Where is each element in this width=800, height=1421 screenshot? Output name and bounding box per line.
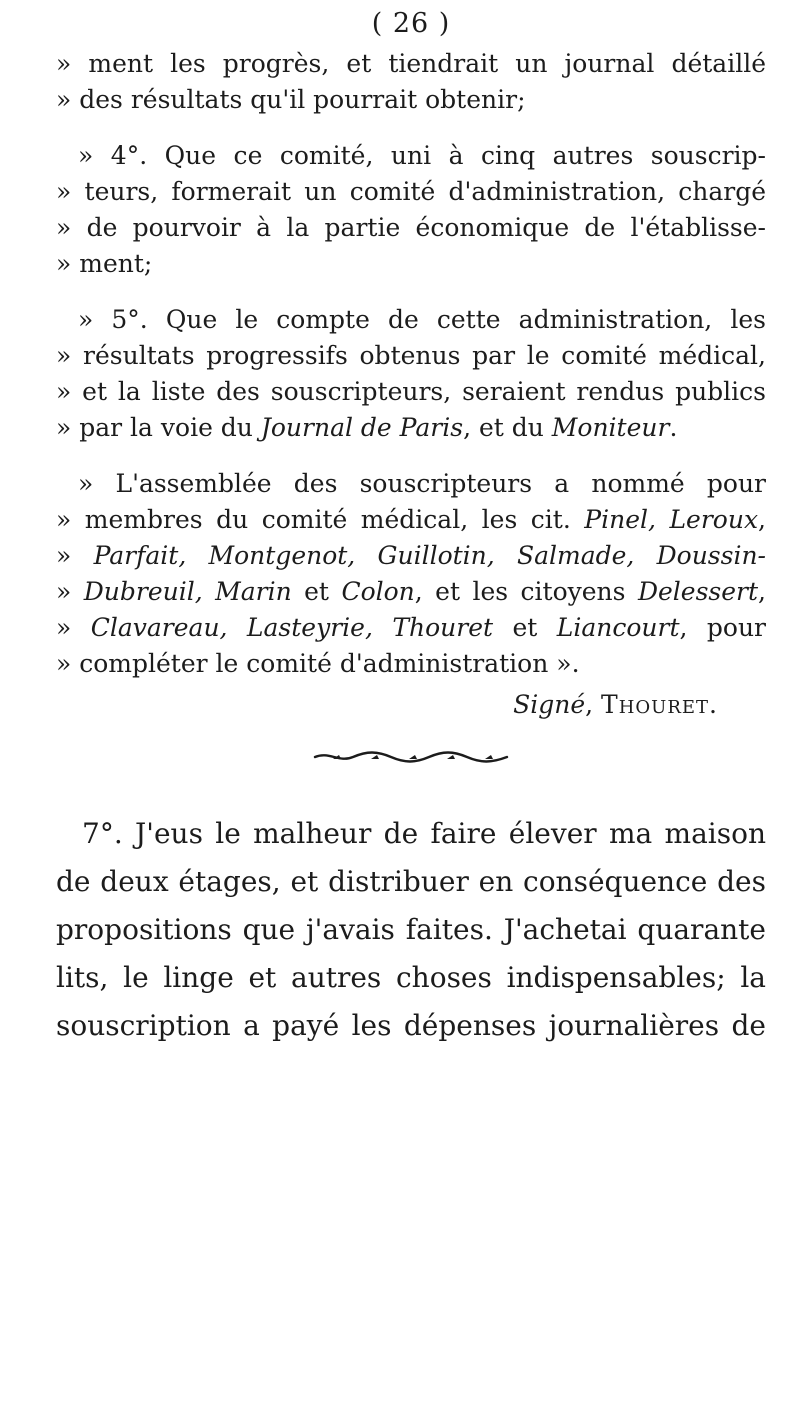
- moniteur-title: Moniteur: [551, 413, 670, 442]
- text-line: [56, 538, 766, 574]
- member-names: Parfait, Montgenot, Guillotin, Salmade, Doussin-: [93, 541, 766, 570]
- text-line: 7°. J'eus le malheur de faire élever ma maison: [82, 817, 766, 850]
- text-line: » teurs, formerait un comité d'administration, chargé: [56, 177, 766, 206]
- text-line: » 5°. Que le compte de cette administration, les: [78, 305, 766, 334]
- member-names: Pinel, Leroux: [584, 505, 759, 534]
- quote-continuation: [56, 46, 766, 118]
- text-segment: ,: [758, 577, 766, 606]
- text-line: [56, 574, 766, 610]
- member-names: Liancourt: [556, 613, 680, 642]
- text-line: » résultats progressifs obtenus par le comité médical,: [56, 341, 766, 370]
- ornament-divider: [311, 750, 511, 764]
- journal-title: Journal de Paris: [260, 413, 464, 442]
- signature-name: Thouret.: [601, 690, 718, 719]
- text-segment: et: [493, 613, 557, 642]
- text-segment: »: [56, 613, 91, 642]
- page-number: ( 26 ): [371, 8, 451, 39]
- text-line: » des résultats qu'il pourrait obtenir;: [56, 85, 526, 114]
- text-segment: , et du: [463, 413, 552, 442]
- text-line: [56, 610, 766, 646]
- assembly-paragraph: [56, 466, 766, 682]
- text-segment: »: [56, 541, 94, 570]
- text-segment: » par la voie du: [56, 413, 261, 442]
- text-segment: .: [669, 413, 678, 442]
- text-line: [56, 410, 766, 446]
- text-line: souscription a payé les dépenses journalières de: [56, 1009, 766, 1042]
- article-5: [56, 302, 766, 446]
- text-line: » de pourvoir à la partie économique de l'établisse-: [56, 213, 766, 242]
- member-names: Clavareau, Lasteyrie, Thouret: [90, 613, 494, 642]
- text-segment: , pour: [679, 613, 767, 642]
- signature-separator: ,: [585, 690, 602, 719]
- text-line: de deux étages, et distribuer en conséquence des: [56, 865, 766, 898]
- member-names: Dubreuil, Marin: [83, 577, 292, 606]
- member-names: Delessert: [637, 577, 759, 606]
- text-line: » et la liste des souscripteurs, seraient rendus publics: [56, 377, 766, 406]
- text-line: » ment les progrès, et tiendrait un journal détaillé: [56, 49, 766, 78]
- text-segment: »: [56, 577, 84, 606]
- text-line: propositions que j'avais faites. J'achetai quarante: [56, 913, 766, 946]
- text-line: » compléter le comité d'administration ».: [56, 649, 580, 678]
- text-line: » L'assemblée des souscripteurs a nommé pour: [78, 469, 766, 498]
- text-line: » ment;: [56, 249, 153, 278]
- text-segment: ,: [758, 505, 766, 534]
- article-4: [56, 138, 766, 282]
- text-line: [56, 502, 766, 538]
- text-segment: » membres du comité médical, les cit.: [56, 505, 585, 534]
- signature: [56, 686, 766, 724]
- signature-label: Signé: [513, 690, 586, 719]
- text-segment: , et les citoyens: [414, 577, 638, 606]
- text-line: lits, le linge et autres choses indispensables; la: [56, 961, 766, 994]
- paragraph-7: [56, 810, 766, 1050]
- text-segment: et: [291, 577, 342, 606]
- member-names: Colon: [341, 577, 415, 606]
- text-line: » 4°. Que ce comité, uni à cinq autres souscrip-: [78, 141, 766, 170]
